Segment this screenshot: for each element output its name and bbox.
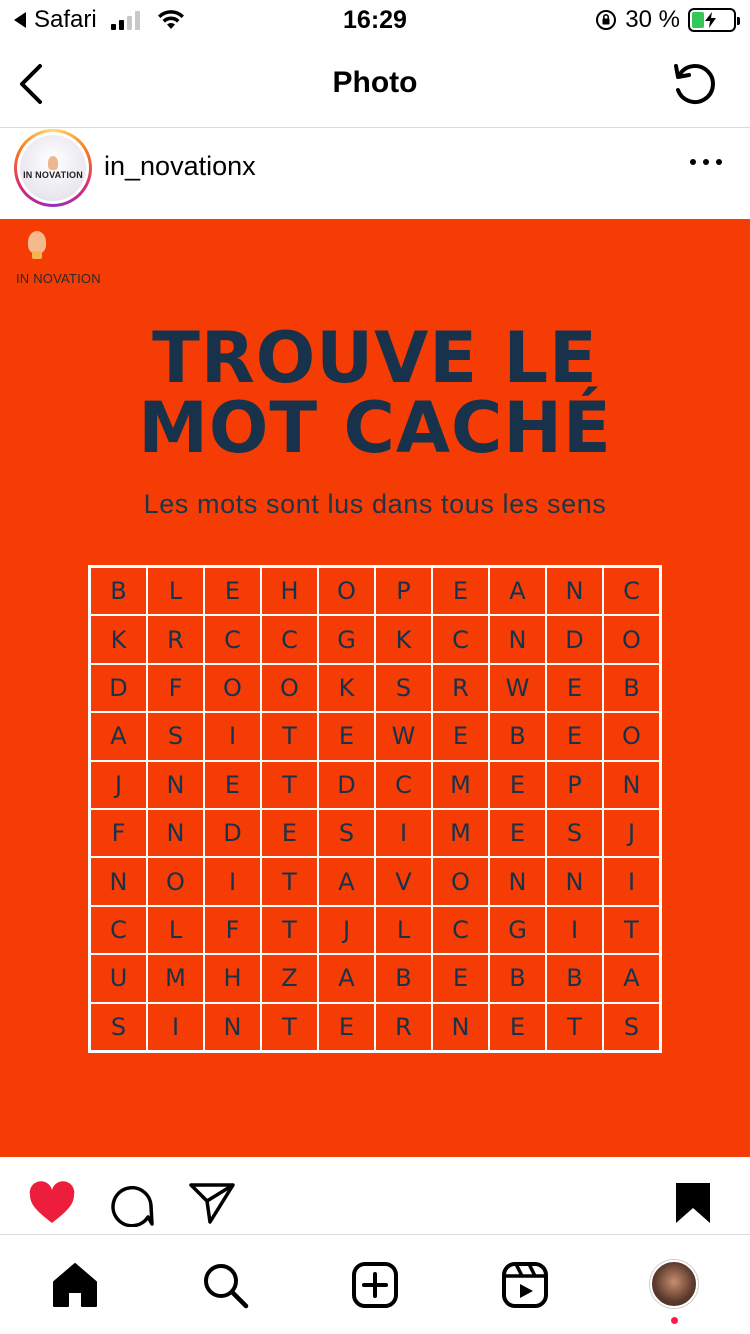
puzzle-subtitle: Les mots sont lus dans tous les sens [143,489,607,519]
grid-cell: C [603,567,660,615]
like-heart-icon[interactable] [28,1181,76,1225]
grid-cell: E [489,761,546,809]
bookmark-icon[interactable] [674,1181,712,1225]
grid-cell: H [261,567,318,615]
grid-cell: N [546,857,603,905]
grid-cell: C [204,615,261,663]
bulb-icon [48,156,58,170]
search-icon[interactable] [200,1260,250,1310]
grid-cell: E [489,1003,546,1051]
grid-cell: Z [261,954,318,1002]
grid-cell: T [546,1003,603,1051]
grid-cell: I [204,712,261,760]
grid-cell: B [375,954,432,1002]
back-app-label: Safari [34,6,97,33]
grid-cell: F [147,664,204,712]
grid-cell: K [90,615,147,663]
status-bar [0,0,750,40]
grid-cell: I [603,857,660,905]
create-post-icon[interactable] [350,1260,400,1310]
puzzle-title-line-2: MOT CACHÉ [138,387,612,469]
grid-cell: I [147,1003,204,1051]
grid-cell: E [204,761,261,809]
grid-cell: B [489,712,546,760]
grid-cell: N [489,615,546,663]
grid-cell: D [546,615,603,663]
grid-cell: E [261,809,318,857]
post-actions [0,1157,750,1235]
grid-cell: G [318,615,375,663]
grid-cell: S [603,1003,660,1051]
grid-cell: N [603,761,660,809]
grid-cell: A [318,857,375,905]
grid-cell: U [90,954,147,1002]
author-username[interactable]: in_novationx [104,151,256,181]
grid-cell: N [489,857,546,905]
grid-cell: A [90,712,147,760]
grid-cell: J [90,761,147,809]
grid-cell: A [489,567,546,615]
grid-cell: E [318,712,375,760]
battery-icon [688,8,736,32]
grid-cell: D [318,761,375,809]
grid-cell: V [375,857,432,905]
grid-cell: N [204,1003,261,1051]
grid-cell: O [603,615,660,663]
grid-cell: M [432,809,489,857]
grid-cell: A [603,954,660,1002]
grid-cell: O [603,712,660,760]
grid-cell: N [147,761,204,809]
grid-cell: S [375,664,432,712]
grid-cell: L [375,906,432,954]
grid-cell: M [147,954,204,1002]
author-avatar[interactable] [14,129,92,207]
grid-cell: C [90,906,147,954]
grid-cell: N [90,857,147,905]
grid-cell: P [375,567,432,615]
grid-cell: R [375,1003,432,1051]
grid-cell: S [90,1003,147,1051]
grid-cell: A [318,954,375,1002]
grid-cell: E [204,567,261,615]
grid-cell: G [489,906,546,954]
grid-cell: R [432,664,489,712]
grid-cell: E [546,712,603,760]
grid-cell: T [261,1003,318,1051]
avatar-logo-text: IN NOVATION [23,170,83,180]
grid-cell: E [546,664,603,712]
grid-cell: O [204,664,261,712]
grid-cell: T [261,761,318,809]
orientation-lock-icon [595,9,617,31]
grid-cell: E [489,809,546,857]
battery-percent: 30 % [625,6,680,33]
grid-cell: K [318,664,375,712]
puzzle-title [0,317,750,469]
brand-logo-text: IN NOVATION [16,271,101,286]
grid-cell: O [261,664,318,712]
grid-cell: T [603,906,660,954]
page-title: Photo [332,66,418,99]
grid-cell: W [375,712,432,760]
lightbulb-icon [28,231,46,253]
grid-cell: O [432,857,489,905]
grid-cell: F [90,809,147,857]
more-options-icon[interactable] [690,159,722,165]
grid-cell: T [261,857,318,905]
puzzle-title-line-1: TROUVE LE [152,317,598,399]
grid-cell: L [147,906,204,954]
grid-cell: H [204,954,261,1002]
grid-cell: N [147,809,204,857]
grid-cell: K [375,615,432,663]
grid-cell: M [432,761,489,809]
grid-cell: E [318,1003,375,1051]
grid-cell: F [204,906,261,954]
profile-avatar [650,1260,698,1308]
grid-cell: O [147,857,204,905]
post-image[interactable] [0,219,750,1157]
brand-logo [16,231,126,291]
refresh-icon[interactable] [670,60,720,110]
tab-bar [0,1236,750,1334]
grid-cell: C [261,615,318,663]
grid-cell: T [261,906,318,954]
grid-cell: D [204,809,261,857]
grid-cell: S [318,809,375,857]
grid-cell: O [318,567,375,615]
word-search-grid [88,565,662,1053]
grid-cell: B [489,954,546,1002]
grid-cell: E [432,954,489,1002]
grid-cell: I [375,809,432,857]
share-icon[interactable] [188,1181,236,1225]
grid-cell: C [432,615,489,663]
grid-cell: I [204,857,261,905]
grid-cell: C [375,761,432,809]
grid-cell: P [546,761,603,809]
grid-cell: R [147,615,204,663]
post-header [0,129,750,219]
profile-tab[interactable] [650,1260,700,1310]
grid-cell: T [261,712,318,760]
grid-cell: B [546,954,603,1002]
grid-cell: I [546,906,603,954]
grid-cell: C [432,906,489,954]
grid-cell: B [90,567,147,615]
clock: 16:29 [343,6,407,34]
grid-cell: E [432,567,489,615]
reels-icon[interactable] [500,1260,550,1310]
grid-cell: L [147,567,204,615]
grid-cell: S [546,809,603,857]
home-icon[interactable] [50,1260,100,1310]
grid-cell: S [147,712,204,760]
grid-cell: B [603,664,660,712]
grid-cell: J [318,906,375,954]
grid-cell: D [90,664,147,712]
grid-cell: W [489,664,546,712]
notification-dot [671,1317,678,1324]
grid-cell: J [603,809,660,857]
grid-cell: N [546,567,603,615]
grid-cell: E [432,712,489,760]
nav-header [0,40,750,128]
comment-icon[interactable] [108,1181,154,1227]
grid-cell: N [432,1003,489,1051]
